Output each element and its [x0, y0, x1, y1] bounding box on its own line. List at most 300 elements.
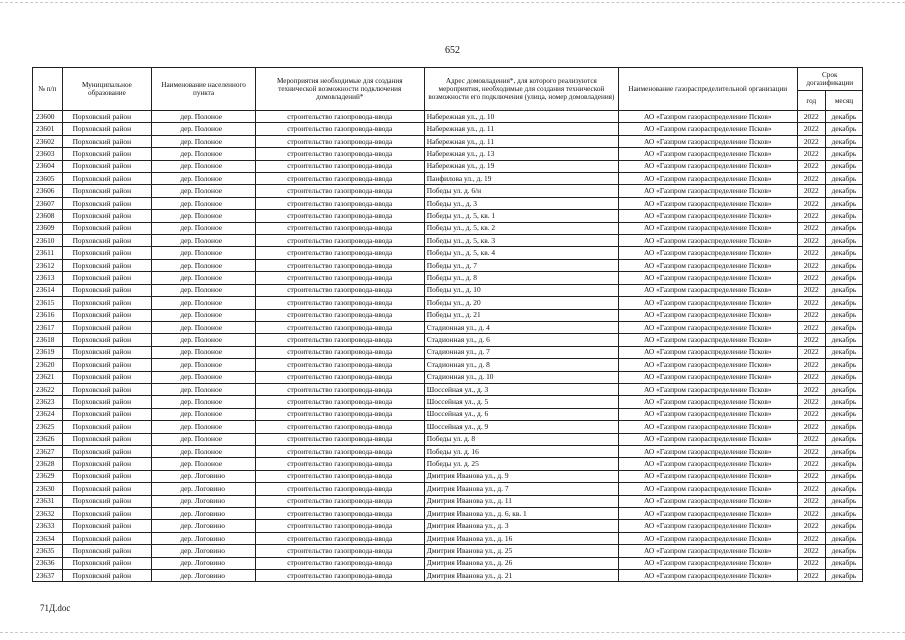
cell-year: 2022 — [797, 111, 826, 123]
cell-settlement: дер. Полоное — [152, 396, 255, 408]
cell-year: 2022 — [797, 557, 826, 569]
cell-municipality: Порховский район — [62, 470, 152, 482]
cell-num: 23632 — [33, 508, 63, 520]
cell-num: 23607 — [33, 197, 63, 209]
scan-bottom-edge — [0, 632, 905, 633]
cell-organization: АО «Газпром газораспределение Псков» — [619, 371, 797, 383]
table-row — [33, 346, 863, 358]
table-row — [33, 483, 863, 495]
cell-settlement: дер. Полоное — [152, 408, 255, 420]
cell-num: 23616 — [33, 309, 63, 321]
cell-measure: строительство газопровода-ввода — [255, 334, 424, 346]
cell-organization: АО «Газпром газораспределение Псков» — [619, 445, 797, 457]
cell-organization: АО «Газпром газораспределение Псков» — [619, 495, 797, 507]
cell-num: 23612 — [33, 259, 63, 271]
cell-address: Победы ул., д. 5, кв. 2 — [424, 222, 618, 234]
cell-month: декабрь — [826, 408, 863, 420]
cell-month: декабрь — [826, 334, 863, 346]
cell-municipality: Порховский район — [62, 111, 152, 123]
cell-address: Панфилова ул., д. 19 — [424, 173, 618, 185]
page-number: 652 — [445, 45, 460, 56]
cell-organization: АО «Газпром газораспределение Псков» — [619, 346, 797, 358]
cell-municipality: Порховский район — [62, 197, 152, 209]
cell-municipality: Порховский район — [62, 321, 152, 333]
cell-settlement: дер. Полоное — [152, 210, 255, 222]
cell-month: декабрь — [826, 309, 863, 321]
cell-measure: строительство газопровода-ввода — [255, 309, 424, 321]
cell-num: 23601 — [33, 123, 63, 135]
cell-organization: АО «Газпром газораспределение Псков» — [619, 570, 797, 582]
cell-measure: строительство газопровода-ввода — [255, 210, 424, 222]
cell-address: Стадионная ул., д. 7 — [424, 346, 618, 358]
cell-organization: АО «Газпром газораспределение Псков» — [619, 135, 797, 147]
cell-month: декабрь — [826, 445, 863, 457]
header-address: Адрес домовладения*, для которого реализуются мероприятия, необходимые для создания технической возможности его подключения (улица, номер домовладения) — [424, 68, 618, 111]
cell-address: Дмитрия Иванова ул., д. 25 — [424, 545, 618, 557]
cell-year: 2022 — [797, 383, 826, 395]
cell-measure: строительство газопровода-ввода — [255, 247, 424, 259]
cell-settlement: дер. Полоное — [152, 346, 255, 358]
table-row — [33, 421, 863, 433]
table-row — [33, 408, 863, 420]
cell-municipality: Порховский район — [62, 557, 152, 569]
header-year: год — [797, 91, 826, 111]
cell-settlement: дер. Полоное — [152, 272, 255, 284]
header-municipality: Муниципальное образование — [62, 68, 152, 111]
cell-municipality: Порховский район — [62, 445, 152, 457]
cell-year: 2022 — [797, 247, 826, 259]
cell-settlement: дер. Полоное — [152, 222, 255, 234]
cell-num: 23620 — [33, 359, 63, 371]
cell-municipality: Порховский район — [62, 396, 152, 408]
cell-month: декабрь — [826, 148, 863, 160]
cell-organization: АО «Газпром газораспределение Псков» — [619, 222, 797, 234]
cell-month: декабрь — [826, 247, 863, 259]
cell-year: 2022 — [797, 297, 826, 309]
cell-month: декабрь — [826, 421, 863, 433]
cell-settlement: дер. Логовино — [152, 545, 255, 557]
cell-num: 23605 — [33, 173, 63, 185]
table-row — [33, 383, 863, 395]
cell-organization: АО «Газпром газораспределение Псков» — [619, 483, 797, 495]
cell-num: 23622 — [33, 383, 63, 395]
table-row — [33, 111, 863, 123]
cell-month: декабрь — [826, 284, 863, 296]
cell-year: 2022 — [797, 334, 826, 346]
cell-address: Победы ул., д. 3 — [424, 197, 618, 209]
cell-num: 23631 — [33, 495, 63, 507]
cell-address: Победы ул., д. 5, кв. 3 — [424, 235, 618, 247]
table-row — [33, 532, 863, 544]
cell-month: декабрь — [826, 321, 863, 333]
cell-measure: строительство газопровода-ввода — [255, 532, 424, 544]
cell-settlement: дер. Полоное — [152, 445, 255, 457]
cell-measure: строительство газопровода-ввода — [255, 346, 424, 358]
cell-settlement: дер. Полоное — [152, 197, 255, 209]
table-row — [33, 458, 863, 470]
cell-month: декабрь — [826, 185, 863, 197]
cell-municipality: Порховский район — [62, 495, 152, 507]
cell-address: Набережная ул., д. 19 — [424, 160, 618, 172]
cell-year: 2022 — [797, 371, 826, 383]
cell-num: 23609 — [33, 222, 63, 234]
cell-year: 2022 — [797, 359, 826, 371]
cell-month: декабрь — [826, 557, 863, 569]
cell-address: Победы ул. д. 25 — [424, 458, 618, 470]
cell-year: 2022 — [797, 185, 826, 197]
cell-address: Набережная ул., д. 11 — [424, 135, 618, 147]
cell-month: декабрь — [826, 359, 863, 371]
cell-num: 23628 — [33, 458, 63, 470]
table-row — [33, 396, 863, 408]
cell-measure: строительство газопровода-ввода — [255, 520, 424, 532]
cell-measure: строительство газопровода-ввода — [255, 173, 424, 185]
cell-organization: АО «Газпром газораспределение Псков» — [619, 334, 797, 346]
cell-municipality: Порховский район — [62, 383, 152, 395]
cell-municipality: Порховский район — [62, 259, 152, 271]
cell-municipality: Порховский район — [62, 520, 152, 532]
cell-organization: АО «Газпром газораспределение Псков» — [619, 210, 797, 222]
cell-municipality: Порховский район — [62, 545, 152, 557]
cell-month: декабрь — [826, 371, 863, 383]
cell-address: Дмитрия Иванова ул., д. 6, кв. 1 — [424, 508, 618, 520]
cell-year: 2022 — [797, 259, 826, 271]
cell-organization: АО «Газпром газораспределение Псков» — [619, 148, 797, 160]
cell-num: 23633 — [33, 520, 63, 532]
cell-month: декабрь — [826, 470, 863, 482]
cell-measure: строительство газопровода-ввода — [255, 111, 424, 123]
cell-address: Победы ул., д. 20 — [424, 297, 618, 309]
cell-measure: строительство газопровода-ввода — [255, 259, 424, 271]
cell-address: Дмитрия Иванова ул., д. 9 — [424, 470, 618, 482]
table-row — [33, 160, 863, 172]
cell-month: декабрь — [826, 297, 863, 309]
cell-municipality: Порховский район — [62, 210, 152, 222]
cell-address: Стадионная ул., д. 10 — [424, 371, 618, 383]
cell-measure: строительство газопровода-ввода — [255, 371, 424, 383]
cell-municipality: Порховский район — [62, 334, 152, 346]
table-header — [33, 68, 863, 111]
footer-filename: 71Д.doc — [40, 603, 71, 613]
cell-municipality: Порховский район — [62, 160, 152, 172]
cell-month: декабрь — [826, 520, 863, 532]
cell-settlement: дер. Полоное — [152, 371, 255, 383]
cell-num: 23608 — [33, 210, 63, 222]
cell-organization: АО «Газпром газораспределение Псков» — [619, 470, 797, 482]
table-row — [33, 570, 863, 582]
cell-address: Победы ул., д. 5, кв. 4 — [424, 247, 618, 259]
cell-year: 2022 — [797, 483, 826, 495]
cell-settlement: дер. Полоное — [152, 334, 255, 346]
cell-settlement: дер. Логовино — [152, 495, 255, 507]
table-row — [33, 197, 863, 209]
cell-year: 2022 — [797, 532, 826, 544]
cell-year: 2022 — [797, 445, 826, 457]
cell-num: 23637 — [33, 570, 63, 582]
table-row — [33, 297, 863, 309]
cell-settlement: дер. Полоное — [152, 284, 255, 296]
cell-settlement: дер. Полоное — [152, 173, 255, 185]
cell-year: 2022 — [797, 508, 826, 520]
cell-num: 23629 — [33, 470, 63, 482]
cell-measure: строительство газопровода-ввода — [255, 272, 424, 284]
table-row — [33, 210, 863, 222]
cell-settlement: дер. Полоное — [152, 123, 255, 135]
cell-address: Дмитрия Иванова ул., д. 21 — [424, 570, 618, 582]
cell-num: 23617 — [33, 321, 63, 333]
cell-num: 23614 — [33, 284, 63, 296]
table-row — [33, 371, 863, 383]
cell-num: 23610 — [33, 235, 63, 247]
gasification-table — [32, 67, 863, 582]
cell-measure: строительство газопровода-ввода — [255, 545, 424, 557]
cell-measure: строительство газопровода-ввода — [255, 160, 424, 172]
cell-organization: АО «Газпром газораспределение Псков» — [619, 383, 797, 395]
cell-year: 2022 — [797, 173, 826, 185]
cell-year: 2022 — [797, 458, 826, 470]
cell-address: Шоссейная ул., д. 3 — [424, 383, 618, 395]
cell-month: декабрь — [826, 396, 863, 408]
cell-municipality: Порховский район — [62, 148, 152, 160]
cell-organization: АО «Газпром газораспределение Псков» — [619, 272, 797, 284]
cell-month: декабрь — [826, 483, 863, 495]
cell-measure: строительство газопровода-ввода — [255, 408, 424, 420]
cell-month: декабрь — [826, 259, 863, 271]
cell-settlement: дер. Полоное — [152, 421, 255, 433]
cell-organization: АО «Газпром газораспределение Псков» — [619, 532, 797, 544]
cell-organization: АО «Газпром газораспределение Псков» — [619, 160, 797, 172]
cell-year: 2022 — [797, 321, 826, 333]
cell-num: 23630 — [33, 483, 63, 495]
cell-year: 2022 — [797, 495, 826, 507]
cell-year: 2022 — [797, 210, 826, 222]
cell-settlement: дер. Логовино — [152, 557, 255, 569]
table-body — [33, 111, 863, 582]
cell-organization: АО «Газпром газораспределение Псков» — [619, 284, 797, 296]
cell-year: 2022 — [797, 421, 826, 433]
table-row — [33, 495, 863, 507]
cell-municipality: Порховский район — [62, 309, 152, 321]
table-row — [33, 259, 863, 271]
cell-measure: строительство газопровода-ввода — [255, 433, 424, 445]
header-term: Срок догазификации — [797, 68, 863, 91]
cell-address: Победы ул., д. 8 — [424, 272, 618, 284]
cell-year: 2022 — [797, 235, 826, 247]
cell-municipality: Порховский район — [62, 297, 152, 309]
cell-settlement: дер. Логовино — [152, 470, 255, 482]
cell-month: декабрь — [826, 508, 863, 520]
cell-organization: АО «Газпром газораспределение Псков» — [619, 247, 797, 259]
table-row — [33, 123, 863, 135]
cell-year: 2022 — [797, 135, 826, 147]
cell-settlement: дер. Полоное — [152, 359, 255, 371]
cell-organization: АО «Газпром газораспределение Псков» — [619, 520, 797, 532]
cell-address: Дмитрия Иванова ул., д. 26 — [424, 557, 618, 569]
cell-organization: АО «Газпром газораспределение Псков» — [619, 173, 797, 185]
cell-measure: строительство газопровода-ввода — [255, 445, 424, 457]
cell-address: Шоссейная ул., д. 6 — [424, 408, 618, 420]
cell-measure: строительство газопровода-ввода — [255, 297, 424, 309]
cell-organization: АО «Газпром газораспределение Псков» — [619, 545, 797, 557]
cell-measure: строительство газопровода-ввода — [255, 458, 424, 470]
cell-measure: строительство газопровода-ввода — [255, 508, 424, 520]
cell-organization: АО «Газпром газораспределение Псков» — [619, 197, 797, 209]
cell-organization: АО «Газпром газораспределение Псков» — [619, 557, 797, 569]
cell-address: Победы ул., д. 21 — [424, 309, 618, 321]
cell-organization: АО «Газпром газораспределение Псков» — [619, 123, 797, 135]
cell-num: 23613 — [33, 272, 63, 284]
cell-address: Стадионная ул., д. 6 — [424, 334, 618, 346]
cell-organization: АО «Газпром газораспределение Псков» — [619, 297, 797, 309]
cell-num: 23634 — [33, 532, 63, 544]
cell-municipality: Порховский район — [62, 235, 152, 247]
cell-municipality: Порховский район — [62, 421, 152, 433]
cell-organization: АО «Газпром газораспределение Псков» — [619, 235, 797, 247]
cell-year: 2022 — [797, 197, 826, 209]
cell-measure: строительство газопровода-ввода — [255, 470, 424, 482]
cell-month: декабрь — [826, 173, 863, 185]
cell-num: 23604 — [33, 160, 63, 172]
cell-month: декабрь — [826, 433, 863, 445]
cell-municipality: Порховский район — [62, 433, 152, 445]
cell-municipality: Порховский район — [62, 408, 152, 420]
cell-organization: АО «Газпром газораспределение Псков» — [619, 396, 797, 408]
table-row — [33, 135, 863, 147]
cell-month: декабрь — [826, 532, 863, 544]
cell-measure: строительство газопровода-ввода — [255, 483, 424, 495]
header-num: № п/п — [33, 68, 63, 111]
cell-measure: строительство газопровода-ввода — [255, 148, 424, 160]
cell-address: Шоссейная ул., д. 9 — [424, 421, 618, 433]
cell-measure: строительство газопровода-ввода — [255, 235, 424, 247]
cell-municipality: Порховский район — [62, 371, 152, 383]
scan-top-edge — [0, 2, 905, 3]
cell-settlement: дер. Полоное — [152, 433, 255, 445]
cell-settlement: дер. Логовино — [152, 508, 255, 520]
cell-month: декабрь — [826, 545, 863, 557]
cell-municipality: Порховский район — [62, 185, 152, 197]
cell-measure: строительство газопровода-ввода — [255, 284, 424, 296]
cell-municipality: Порховский район — [62, 272, 152, 284]
cell-measure: строительство газопровода-ввода — [255, 557, 424, 569]
cell-num: 23619 — [33, 346, 63, 358]
cell-month: декабрь — [826, 123, 863, 135]
table-row — [33, 321, 863, 333]
cell-year: 2022 — [797, 123, 826, 135]
cell-address: Стадионная ул., д. 4 — [424, 321, 618, 333]
cell-organization: АО «Газпром газораспределение Псков» — [619, 433, 797, 445]
cell-settlement: дер. Полоное — [152, 383, 255, 395]
cell-year: 2022 — [797, 284, 826, 296]
cell-organization: АО «Газпром газораспределение Псков» — [619, 309, 797, 321]
cell-year: 2022 — [797, 222, 826, 234]
cell-month: декабрь — [826, 458, 863, 470]
cell-num: 23611 — [33, 247, 63, 259]
cell-measure: строительство газопровода-ввода — [255, 197, 424, 209]
cell-num: 23602 — [33, 135, 63, 147]
cell-month: декабрь — [826, 495, 863, 507]
table-row — [33, 470, 863, 482]
cell-organization: АО «Газпром газораспределение Псков» — [619, 458, 797, 470]
table-row — [33, 247, 863, 259]
cell-month: декабрь — [826, 383, 863, 395]
cell-settlement: дер. Логовино — [152, 520, 255, 532]
cell-address: Набережная ул., д. 13 — [424, 148, 618, 160]
cell-municipality: Порховский район — [62, 532, 152, 544]
table-row — [33, 309, 863, 321]
cell-settlement: дер. Полоное — [152, 458, 255, 470]
cell-measure: строительство газопровода-ввода — [255, 421, 424, 433]
cell-month: декабрь — [826, 197, 863, 209]
cell-organization: АО «Газпром газораспределение Псков» — [619, 508, 797, 520]
cell-year: 2022 — [797, 396, 826, 408]
cell-municipality: Порховский район — [62, 123, 152, 135]
cell-municipality: Порховский район — [62, 508, 152, 520]
cell-settlement: дер. Логовино — [152, 483, 255, 495]
cell-month: декабрь — [826, 570, 863, 582]
cell-settlement: дер. Полоное — [152, 160, 255, 172]
cell-measure: строительство газопровода-ввода — [255, 135, 424, 147]
cell-year: 2022 — [797, 545, 826, 557]
cell-municipality: Порховский район — [62, 247, 152, 259]
cell-measure: строительство газопровода-ввода — [255, 123, 424, 135]
cell-measure: строительство газопровода-ввода — [255, 185, 424, 197]
cell-month: декабрь — [826, 210, 863, 222]
header-settlement: Наименование населенного пункта — [152, 68, 255, 111]
cell-settlement: дер. Полоное — [152, 309, 255, 321]
cell-address: Дмитрия Иванова ул., д. 11 — [424, 495, 618, 507]
cell-organization: АО «Газпром газораспределение Псков» — [619, 321, 797, 333]
cell-year: 2022 — [797, 570, 826, 582]
table-row — [33, 557, 863, 569]
cell-address: Дмитрия Иванова ул., д. 16 — [424, 532, 618, 544]
cell-measure: строительство газопровода-ввода — [255, 321, 424, 333]
cell-address: Победы ул., д. 10 — [424, 284, 618, 296]
cell-num: 23627 — [33, 445, 63, 457]
cell-year: 2022 — [797, 148, 826, 160]
cell-address: Победы ул., д. 7 — [424, 259, 618, 271]
header-organization: Наименование газораспределительной организации — [619, 68, 797, 111]
cell-settlement: дер. Логовино — [152, 570, 255, 582]
cell-num: 23626 — [33, 433, 63, 445]
table-row — [33, 545, 863, 557]
cell-settlement: дер. Полоное — [152, 148, 255, 160]
cell-month: декабрь — [826, 135, 863, 147]
cell-measure: строительство газопровода-ввода — [255, 383, 424, 395]
cell-municipality: Порховский район — [62, 173, 152, 185]
cell-settlement: дер. Полоное — [152, 247, 255, 259]
cell-num: 23621 — [33, 371, 63, 383]
cell-month: декабрь — [826, 160, 863, 172]
cell-num: 23606 — [33, 185, 63, 197]
cell-settlement: дер. Полоное — [152, 135, 255, 147]
cell-month: декабрь — [826, 111, 863, 123]
cell-measure: строительство газопровода-ввода — [255, 396, 424, 408]
cell-address: Победы ул. д. 6/н — [424, 185, 618, 197]
table-row — [33, 334, 863, 346]
cell-num: 23623 — [33, 396, 63, 408]
cell-municipality: Порховский район — [62, 483, 152, 495]
cell-year: 2022 — [797, 520, 826, 532]
table-row — [33, 284, 863, 296]
cell-address: Набережная ул., д. 11 — [424, 123, 618, 135]
cell-municipality: Порховский район — [62, 570, 152, 582]
cell-year: 2022 — [797, 433, 826, 445]
cell-municipality: Порховский район — [62, 222, 152, 234]
table-row — [33, 520, 863, 532]
cell-municipality: Порховский район — [62, 284, 152, 296]
cell-year: 2022 — [797, 408, 826, 420]
